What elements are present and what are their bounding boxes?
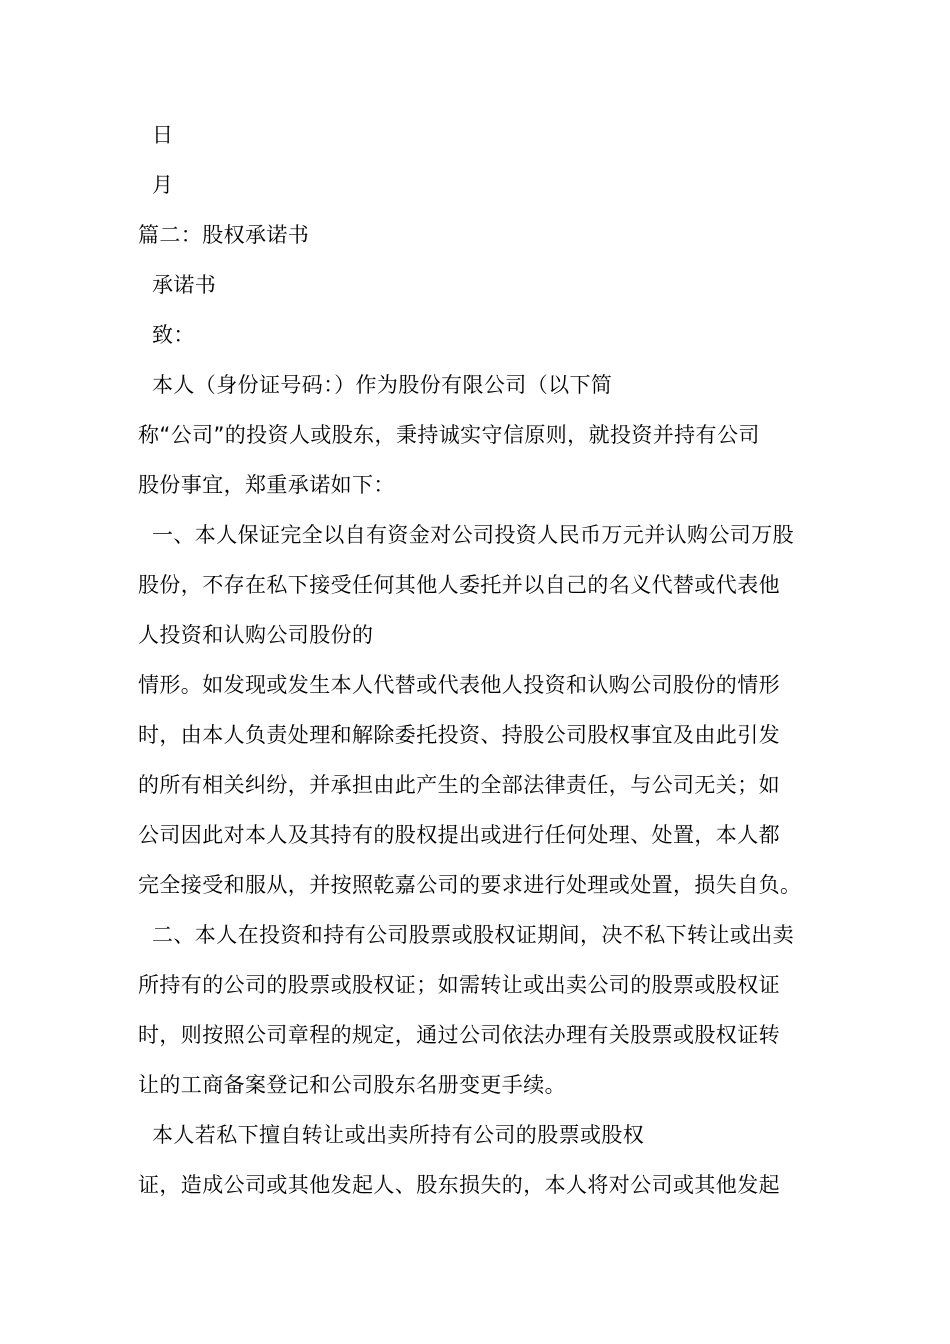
paragraph-line: 本人（身份证号码：）作为股份有限公司（以下简 — [152, 373, 613, 397]
paragraph-line: 证，造成公司或其他发起人、股东损失的，本人将对公司或其他发起 — [138, 1173, 780, 1197]
paragraph-line: 时，则按照公司章程的规定，通过公司依法办理有关股票或股权证转 — [138, 1023, 780, 1047]
paragraph-line: 时，由本人负责处理和解除委托投资、持股公司股权事宜及由此引发 — [138, 723, 780, 747]
section-title: 篇二：股权承诺书 — [138, 223, 310, 247]
paragraph-line: 的所有相关纠纷，并承担由此产生的全部法律责任，与公司无关；如 — [138, 773, 780, 797]
paragraph-line: 人投资和认购公司股份的 — [138, 623, 374, 647]
paragraph-line: 二、本人在投资和持有公司股票或股权证期间，决不私下转让或出卖 — [152, 923, 794, 947]
salutation: 致： — [152, 323, 195, 347]
paragraph-line: 公司因此对本人及其持有的股权提出或进行任何处理、处置，本人都 — [138, 823, 780, 847]
paragraph-line: 称“公司”的投资人或股东，秉持诚实守信原则，就投资并持有公司 — [138, 423, 760, 447]
paragraph-line: 所持有的公司的股票或股权证；如需转让或出卖公司的股票或股权证 — [138, 973, 780, 997]
paragraph-line: 股份事宜，郑重承诺如下： — [138, 473, 395, 497]
paragraph-line: 情形。如发现或发生本人代替或代表他人投资和认购公司股份的情形 — [138, 673, 780, 697]
paragraph-line: 一、本人保证完全以自有资金对公司投资人民币万元并认购公司万股 — [152, 523, 794, 547]
date-day: 日 — [152, 123, 174, 147]
date-month: 月 — [152, 173, 174, 197]
paragraph-line: 完全接受和服从，并按照乾嘉公司的要求进行处理或处置，损失自负。 — [138, 873, 802, 897]
paragraph-line: 让的工商备案登记和公司股东名册变更手续。 — [138, 1073, 566, 1097]
paragraph-line: 股份，不存在私下接受任何其他人委托并以自己的名义代替或代表他 — [138, 573, 780, 597]
document-title: 承诺书 — [152, 273, 217, 297]
paragraph-line: 本人若私下擅自转让或出卖所持有公司的股票或股权 — [152, 1123, 645, 1147]
